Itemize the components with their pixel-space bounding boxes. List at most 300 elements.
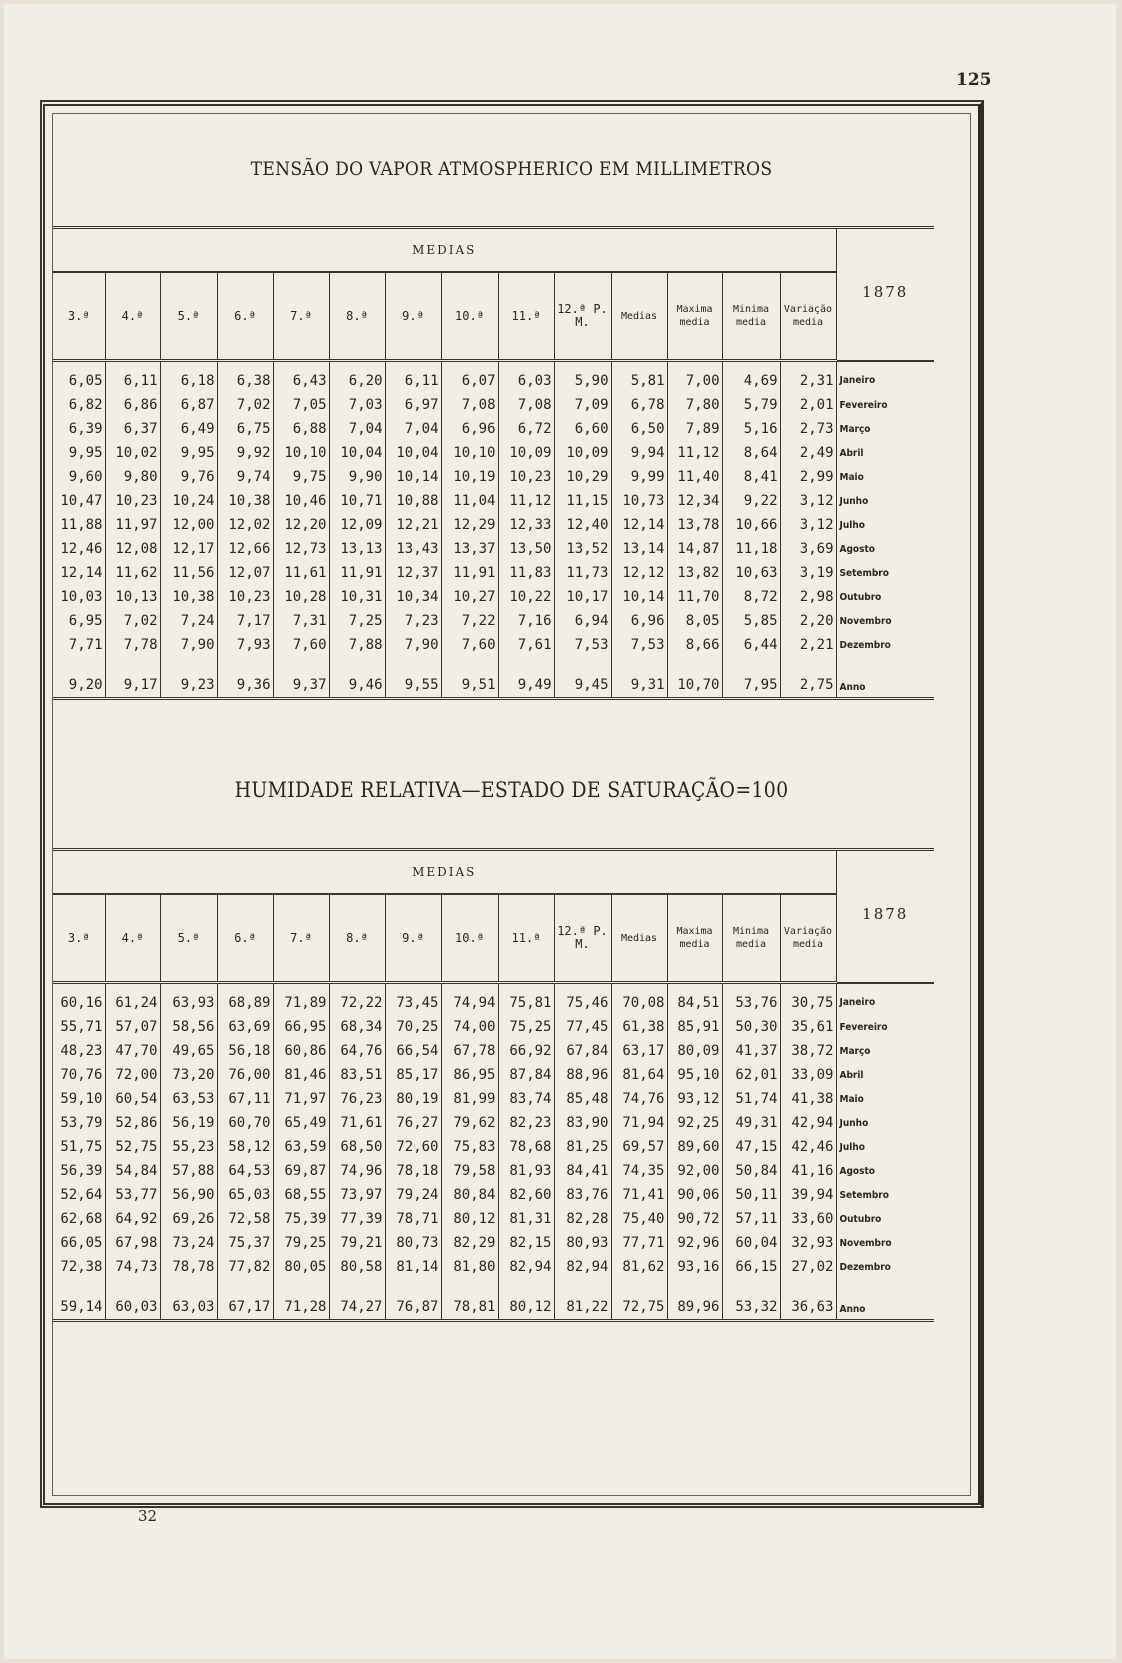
table-cell: 11,73 xyxy=(554,561,611,585)
table-row xyxy=(53,361,934,394)
table-row xyxy=(53,1255,934,1279)
month-label: Fevereiro xyxy=(836,1015,934,1039)
table-cell: 12,73 xyxy=(273,537,329,561)
table-cell: 9,75 xyxy=(273,465,329,489)
table-cell: 10,23 xyxy=(498,465,554,489)
month-label: Novembro xyxy=(836,1231,934,1255)
table-cell: 87,84 xyxy=(498,1063,554,1087)
table-cell: 7,71 xyxy=(68,637,103,653)
table-cell: 12,29 xyxy=(441,513,498,537)
table-cell: 68,89 xyxy=(217,983,273,1016)
table-cell: 77,82 xyxy=(217,1255,273,1279)
table-cell: 58,12 xyxy=(217,1135,273,1159)
month-label: Dezembro xyxy=(836,1255,934,1279)
table-cell: 9,20 xyxy=(53,657,105,699)
month-label: Anno xyxy=(836,1279,934,1321)
table-cell: 13,50 xyxy=(498,537,554,561)
table-row xyxy=(53,465,934,489)
table-cell: 82,23 xyxy=(498,1111,554,1135)
table-cell: 73,45 xyxy=(385,983,441,1016)
table-cell: 7,04 xyxy=(385,417,441,441)
table-cell: 69,57 xyxy=(611,1135,667,1159)
table-cell: 10,28 xyxy=(273,585,329,609)
table-cell: 85,48 xyxy=(554,1087,611,1111)
table-cell: 56,19 xyxy=(160,1111,217,1135)
table-cell: 5,85 xyxy=(722,609,780,633)
table-cell: 7,02 xyxy=(217,393,273,417)
table-cell: 41,16 xyxy=(780,1159,836,1183)
table-cell: 7,95 xyxy=(722,657,780,699)
table-cell: 74,94 xyxy=(441,983,498,1016)
table-row xyxy=(53,1231,934,1255)
table-cell: 72,58 xyxy=(217,1207,273,1231)
month-label: Agosto xyxy=(836,537,934,561)
table-cell: 65,03 xyxy=(217,1183,273,1207)
table-cell: 12,21 xyxy=(385,513,441,537)
table-cell: 68,34 xyxy=(329,1015,385,1039)
table-cell: 8,05 xyxy=(667,609,722,633)
column-header: Medias xyxy=(611,894,667,983)
table-cell: 74,76 xyxy=(611,1087,667,1111)
table-frame xyxy=(40,100,984,1508)
table-cell: 5,79 xyxy=(722,393,780,417)
table-cell: 27,02 xyxy=(780,1255,836,1279)
table-row xyxy=(53,513,934,537)
table-cell: 86,95 xyxy=(441,1063,498,1087)
table-cell: 42,46 xyxy=(780,1135,836,1159)
year-header: 1878 xyxy=(836,228,934,361)
table-cell: 56,18 xyxy=(217,1039,273,1063)
table-cell: 41,37 xyxy=(722,1039,780,1063)
table-row xyxy=(53,561,934,585)
table-cell: 6,38 xyxy=(217,361,273,394)
table-cell: 77,71 xyxy=(611,1231,667,1255)
table-cell: 6,05 xyxy=(68,373,103,389)
column-header-row xyxy=(53,272,934,361)
table-cell: 63,93 xyxy=(160,983,217,1016)
month-label: Maio xyxy=(836,1087,934,1111)
table-cell: 90,06 xyxy=(667,1183,722,1207)
table-cell: 66,05 xyxy=(60,1235,103,1251)
month-label: Setembro xyxy=(836,1183,934,1207)
table-cell: 80,19 xyxy=(385,1087,441,1111)
table-cell: 10,09 xyxy=(554,441,611,465)
table-cell: 66,54 xyxy=(385,1039,441,1063)
table-cell: 61,38 xyxy=(611,1015,667,1039)
table-cell: 11,40 xyxy=(667,465,722,489)
table-cell: 7,88 xyxy=(329,633,385,657)
table-cell: 88,96 xyxy=(554,1063,611,1087)
month-label: Março xyxy=(836,1039,934,1063)
table-cell: 72,38 xyxy=(60,1259,103,1275)
table-cell: 76,87 xyxy=(385,1279,441,1321)
medias-group-header: MEDIAS xyxy=(53,850,836,895)
table-cell: 10,63 xyxy=(722,561,780,585)
table-cell: 6,72 xyxy=(498,417,554,441)
table-cell: 9,17 xyxy=(105,657,160,699)
table-row xyxy=(53,489,934,513)
table-cell: 95,10 xyxy=(667,1063,722,1087)
table-row xyxy=(53,1135,934,1159)
column-header: 10.ª xyxy=(441,272,498,361)
table-cell: 12,09 xyxy=(329,513,385,537)
table-cell: 10,38 xyxy=(217,489,273,513)
table-cell: 7,60 xyxy=(441,633,498,657)
table-row xyxy=(53,1207,934,1231)
table-cell: 3,19 xyxy=(780,561,836,585)
table-cell: 70,25 xyxy=(385,1015,441,1039)
signature-mark: 32 xyxy=(138,1507,158,1525)
table-cell: 84,51 xyxy=(667,983,722,1016)
table-cell: 85,17 xyxy=(385,1063,441,1087)
month-label: Abril xyxy=(836,441,934,465)
table-cell: 2,01 xyxy=(780,393,836,417)
table-cell: 75,81 xyxy=(498,983,554,1016)
table-cell: 63,03 xyxy=(160,1279,217,1321)
table-cell: 74,96 xyxy=(329,1159,385,1183)
month-label: Janeiro xyxy=(836,983,934,1016)
table-cell: 9,76 xyxy=(160,465,217,489)
table-cell: 83,74 xyxy=(498,1087,554,1111)
table-cell: 65,49 xyxy=(273,1111,329,1135)
table-cell: 75,39 xyxy=(273,1207,329,1231)
table-cell: 11,04 xyxy=(441,489,498,513)
table-cell: 64,53 xyxy=(217,1159,273,1183)
annual-row xyxy=(53,1279,934,1321)
table-cell: 82,28 xyxy=(554,1207,611,1231)
column-header: 12.ª P. M. xyxy=(554,272,611,361)
table-cell: 79,24 xyxy=(385,1183,441,1207)
table-cell: 32,93 xyxy=(780,1231,836,1255)
table-cell: 7,93 xyxy=(217,633,273,657)
table-cell: 74,35 xyxy=(611,1159,667,1183)
table-cell: 11,88 xyxy=(60,517,103,533)
table-cell: 92,96 xyxy=(667,1231,722,1255)
column-header: 12.ª P. M. xyxy=(554,894,611,983)
table-cell: 11,56 xyxy=(160,561,217,585)
table-cell: 77,39 xyxy=(329,1207,385,1231)
table-cell: 73,97 xyxy=(329,1183,385,1207)
table-cell: 62,68 xyxy=(60,1211,103,1227)
table-cell: 14,87 xyxy=(667,537,722,561)
column-header: Variação media xyxy=(780,272,836,361)
table-cell: 12,14 xyxy=(60,565,103,581)
column-header: 8.ª xyxy=(329,894,385,983)
table-cell: 3,12 xyxy=(780,513,836,537)
table-cell: 63,17 xyxy=(611,1039,667,1063)
table-cell: 62,01 xyxy=(722,1063,780,1087)
table-cell: 10,14 xyxy=(385,465,441,489)
table-cell: 12,46 xyxy=(60,541,103,557)
table-cell: 10,29 xyxy=(554,465,611,489)
table-cell: 6,95 xyxy=(68,613,103,629)
table-cell: 39,94 xyxy=(780,1183,836,1207)
table-cell: 71,94 xyxy=(611,1111,667,1135)
table-cell: 12,66 xyxy=(217,537,273,561)
table-row xyxy=(53,1183,934,1207)
table-cell: 93,12 xyxy=(667,1087,722,1111)
table-cell: 80,93 xyxy=(554,1231,611,1255)
table-cell: 81,46 xyxy=(273,1063,329,1087)
table-cell: 89,60 xyxy=(667,1135,722,1159)
month-label: Outubro xyxy=(836,585,934,609)
table-cell: 51,74 xyxy=(722,1087,780,1111)
table-cell: 58,56 xyxy=(160,1015,217,1039)
table-cell: 12,12 xyxy=(611,561,667,585)
table-cell: 81,14 xyxy=(385,1255,441,1279)
table-cell: 9,22 xyxy=(722,489,780,513)
table-cell: 2,73 xyxy=(780,417,836,441)
table-cell: 79,21 xyxy=(329,1231,385,1255)
relative-humidity-title: HUMIDADE RELATIVA—ESTADO DE SATURAÇÃO=100 xyxy=(234,778,789,802)
table-cell: 10,70 xyxy=(667,657,722,699)
page-number: 125 xyxy=(956,70,992,90)
table-cell: 7,17 xyxy=(217,609,273,633)
table-cell: 10,34 xyxy=(385,585,441,609)
table-cell: 7,90 xyxy=(160,633,217,657)
table-row xyxy=(53,1159,934,1183)
table-cell: 67,17 xyxy=(217,1279,273,1321)
column-header: 7.ª xyxy=(273,272,329,361)
table-cell: 9,46 xyxy=(329,657,385,699)
table-cell: 53,79 xyxy=(60,1115,103,1131)
table-cell: 10,04 xyxy=(329,441,385,465)
table-cell: 78,71 xyxy=(385,1207,441,1231)
table-cell: 56,90 xyxy=(160,1183,217,1207)
table-cell: 83,76 xyxy=(554,1183,611,1207)
table-cell: 82,15 xyxy=(498,1231,554,1255)
table-cell: 7,60 xyxy=(273,633,329,657)
month-label: Anno xyxy=(836,657,934,699)
table-row xyxy=(53,609,934,633)
table-cell: 9,99 xyxy=(611,465,667,489)
table-cell: 78,68 xyxy=(498,1135,554,1159)
table-cell: 70,08 xyxy=(611,983,667,1016)
month-label: Julho xyxy=(836,1135,934,1159)
table-cell: 11,91 xyxy=(441,561,498,585)
table-cell: 6,18 xyxy=(160,361,217,394)
table-cell: 72,22 xyxy=(329,983,385,1016)
table-cell: 10,24 xyxy=(160,489,217,513)
table-cell: 10,04 xyxy=(385,441,441,465)
table-cell: 6,86 xyxy=(105,393,160,417)
column-header: 5.ª xyxy=(160,894,217,983)
table-cell: 7,61 xyxy=(498,633,554,657)
table-cell: 81,25 xyxy=(554,1135,611,1159)
table-cell: 10,22 xyxy=(498,585,554,609)
table-cell: 6,11 xyxy=(105,361,160,394)
column-header: 11.ª xyxy=(498,272,554,361)
table-row xyxy=(53,1111,934,1135)
table-cell: 9,90 xyxy=(329,465,385,489)
table-cell: 9,31 xyxy=(611,657,667,699)
table-cell: 53,32 xyxy=(722,1279,780,1321)
table-cell: 7,78 xyxy=(105,633,160,657)
table-cell: 6,43 xyxy=(273,361,329,394)
table-cell: 9,36 xyxy=(217,657,273,699)
table-cell: 6,96 xyxy=(441,417,498,441)
table-cell: 38,72 xyxy=(780,1039,836,1063)
table-cell: 80,84 xyxy=(441,1183,498,1207)
table-cell: 9,49 xyxy=(498,657,554,699)
table-cell: 11,15 xyxy=(554,489,611,513)
table-cell: 80,12 xyxy=(441,1207,498,1231)
table-cell: 85,91 xyxy=(667,1015,722,1039)
column-header: Variação media xyxy=(780,894,836,983)
table-cell: 80,05 xyxy=(273,1255,329,1279)
column-header: Minima media xyxy=(722,894,780,983)
table-cell: 71,28 xyxy=(273,1279,329,1321)
table-cell: 6,82 xyxy=(68,397,103,413)
table-cell: 13,37 xyxy=(441,537,498,561)
table-cell: 52,64 xyxy=(60,1187,103,1203)
table-cell: 60,16 xyxy=(60,995,103,1011)
column-header: 3.ª xyxy=(53,894,105,983)
table-cell: 2,75 xyxy=(780,657,836,699)
book-page xyxy=(4,4,1116,1659)
month-label: Outubro xyxy=(836,1207,934,1231)
table-cell: 83,51 xyxy=(329,1063,385,1087)
table-cell: 66,15 xyxy=(722,1255,780,1279)
table-cell: 89,96 xyxy=(667,1279,722,1321)
table-cell: 81,64 xyxy=(611,1063,667,1087)
column-header: 3.ª xyxy=(53,272,105,361)
table-row xyxy=(53,1087,934,1111)
table-cell: 79,62 xyxy=(441,1111,498,1135)
table-cell: 57,07 xyxy=(105,1015,160,1039)
table-cell: 67,11 xyxy=(217,1087,273,1111)
table-cell: 79,58 xyxy=(441,1159,498,1183)
table-cell: 75,46 xyxy=(554,983,611,1016)
table-cell: 48,23 xyxy=(60,1043,103,1059)
table-cell: 6,88 xyxy=(273,417,329,441)
column-header: Maxima media xyxy=(667,272,722,361)
table-cell: 12,40 xyxy=(554,513,611,537)
table-cell: 2,49 xyxy=(780,441,836,465)
table-cell: 71,89 xyxy=(273,983,329,1016)
table-cell: 80,73 xyxy=(385,1231,441,1255)
table-cell: 73,24 xyxy=(160,1231,217,1255)
column-header: 10.ª xyxy=(441,894,498,983)
table-cell: 7,89 xyxy=(667,417,722,441)
table-cell: 56,39 xyxy=(60,1163,103,1179)
table-cell: 68,55 xyxy=(273,1183,329,1207)
table-cell: 77,45 xyxy=(554,1015,611,1039)
column-header: 6.ª xyxy=(217,894,273,983)
table-cell: 8,72 xyxy=(722,585,780,609)
table-cell: 5,81 xyxy=(611,361,667,394)
table-cell: 67,78 xyxy=(441,1039,498,1063)
table-cell: 10,17 xyxy=(554,585,611,609)
month-label: Junho xyxy=(836,489,934,513)
table-cell: 2,98 xyxy=(780,585,836,609)
table-cell: 6,44 xyxy=(722,633,780,657)
table-cell: 6,97 xyxy=(385,393,441,417)
month-label: Junho xyxy=(836,1111,934,1135)
table-cell: 54,84 xyxy=(105,1159,160,1183)
table-cell: 9,94 xyxy=(611,441,667,465)
table-cell: 10,03 xyxy=(60,589,103,605)
table-cell: 33,60 xyxy=(780,1207,836,1231)
table-cell: 3,12 xyxy=(780,489,836,513)
table-cell: 10,23 xyxy=(217,585,273,609)
table-cell: 35,61 xyxy=(780,1015,836,1039)
table-cell: 60,86 xyxy=(273,1039,329,1063)
table-cell: 10,09 xyxy=(498,441,554,465)
table-cell: 52,86 xyxy=(105,1111,160,1135)
table-cell: 92,00 xyxy=(667,1159,722,1183)
column-header: Medias xyxy=(611,272,667,361)
table-cell: 60,04 xyxy=(722,1231,780,1255)
table-cell: 7,90 xyxy=(385,633,441,657)
table-cell: 42,94 xyxy=(780,1111,836,1135)
vapor-pressure-table xyxy=(53,226,934,700)
table-cell: 6,94 xyxy=(554,609,611,633)
table-cell: 51,75 xyxy=(60,1139,103,1155)
annual-row xyxy=(53,657,934,699)
table-cell: 90,72 xyxy=(667,1207,722,1231)
relative-humidity-table xyxy=(53,848,934,1322)
table-cell: 75,83 xyxy=(441,1135,498,1159)
table-frame-inner xyxy=(52,113,971,1496)
table-cell: 12,33 xyxy=(498,513,554,537)
month-label: Abril xyxy=(836,1063,934,1087)
table-row xyxy=(53,983,934,1016)
column-header: Maxima media xyxy=(667,894,722,983)
table-cell: 82,94 xyxy=(554,1255,611,1279)
table-cell: 6,60 xyxy=(554,417,611,441)
table-cell: 13,43 xyxy=(385,537,441,561)
table-cell: 12,02 xyxy=(217,513,273,537)
table-cell: 7,31 xyxy=(273,609,329,633)
vapor-pressure-title: TENSÃO DO VAPOR ATMOSPHERICO EM MILLIMETROS xyxy=(250,158,773,180)
table-cell: 3,69 xyxy=(780,537,836,561)
table-cell: 80,12 xyxy=(498,1279,554,1321)
table-cell: 7,16 xyxy=(498,609,554,633)
table-cell: 2,31 xyxy=(780,361,836,394)
table-cell: 9,95 xyxy=(68,445,103,461)
table-cell: 66,92 xyxy=(498,1039,554,1063)
table-cell: 6,96 xyxy=(611,609,667,633)
table-cell: 11,61 xyxy=(273,561,329,585)
table-cell: 11,62 xyxy=(105,561,160,585)
table-cell: 57,11 xyxy=(722,1207,780,1231)
table-cell: 6,87 xyxy=(160,393,217,417)
month-label: Dezembro xyxy=(836,633,934,657)
table-cell: 10,02 xyxy=(105,441,160,465)
table-cell: 9,80 xyxy=(105,465,160,489)
table-cell: 41,38 xyxy=(780,1087,836,1111)
month-label: Agosto xyxy=(836,1159,934,1183)
table-cell: 59,14 xyxy=(53,1279,105,1321)
table-cell: 71,41 xyxy=(611,1183,667,1207)
table-cell: 5,90 xyxy=(554,361,611,394)
table-cell: 78,78 xyxy=(160,1255,217,1279)
table-cell: 61,24 xyxy=(105,983,160,1016)
table-cell: 81,99 xyxy=(441,1087,498,1111)
table-cell: 11,18 xyxy=(722,537,780,561)
table-cell: 7,22 xyxy=(441,609,498,633)
medias-group-header: MEDIAS xyxy=(53,228,836,273)
table-cell: 10,14 xyxy=(611,585,667,609)
table-cell: 73,20 xyxy=(160,1063,217,1087)
table-cell: 6,75 xyxy=(217,417,273,441)
table-cell: 75,37 xyxy=(217,1231,273,1255)
table-cell: 9,74 xyxy=(217,465,273,489)
table-cell: 50,11 xyxy=(722,1183,780,1207)
table-cell: 6,11 xyxy=(385,361,441,394)
table-cell: 75,40 xyxy=(611,1207,667,1231)
